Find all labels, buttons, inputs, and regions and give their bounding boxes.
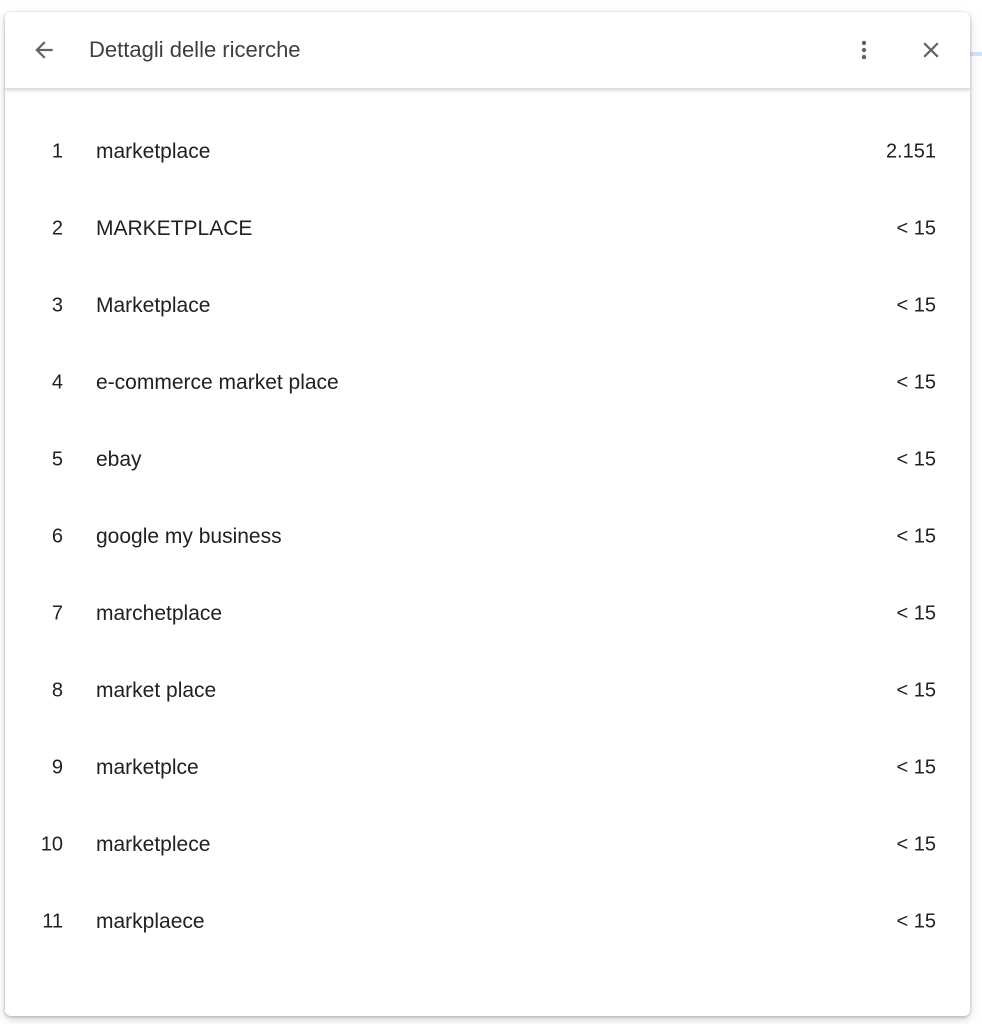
list-item: [5, 190, 970, 267]
rank-number: 6: [51, 525, 63, 547]
rank-number: 9: [51, 756, 63, 778]
dialog-header: [5, 12, 970, 89]
search-volume: < 15: [896, 833, 936, 855]
list-item: [5, 806, 970, 883]
rank-number: 3: [51, 294, 63, 316]
search-details-dialog: [5, 12, 970, 1016]
rank-number: 7: [51, 602, 63, 624]
search-term: Marketplace: [96, 293, 211, 317]
search-term: marketplace: [96, 139, 211, 163]
arrow-back-icon: [31, 37, 57, 63]
search-volume: < 15: [896, 217, 936, 239]
list-item: [5, 498, 970, 575]
search-volume: < 15: [896, 294, 936, 316]
search-term: marketplce: [96, 755, 199, 779]
back-button[interactable]: [22, 28, 66, 72]
dialog-title: Dettagli delle ricerche: [89, 37, 301, 62]
search-term: market place: [96, 678, 217, 702]
rank-number: 11: [42, 910, 63, 932]
search-term: marketplece: [96, 832, 211, 856]
close-button[interactable]: [909, 28, 953, 72]
search-term: e-commerce market place: [96, 370, 339, 394]
list-item: [5, 267, 970, 344]
list-item: [5, 421, 970, 498]
search-volume: < 15: [896, 525, 936, 547]
search-term: google my business: [96, 524, 282, 548]
search-term: MARKETPLACE: [96, 216, 253, 240]
rank-number: 1: [51, 140, 63, 162]
search-volume: < 15: [896, 756, 936, 778]
list-item: [5, 575, 970, 652]
list-item: [5, 344, 970, 421]
rank-number: 2: [51, 217, 63, 239]
rank-number: 4: [51, 371, 63, 393]
search-volume: 2.151: [885, 140, 936, 162]
rank-number: 5: [51, 448, 63, 470]
list-item: [5, 729, 970, 806]
close-icon: [918, 37, 944, 63]
search-volume: < 15: [896, 371, 936, 393]
search-volume: < 15: [896, 679, 936, 701]
list-item: [5, 652, 970, 729]
search-term: marchetplace: [96, 601, 223, 625]
more-options-button[interactable]: [842, 28, 886, 72]
search-term: ebay: [96, 447, 142, 471]
list-item: [5, 883, 970, 960]
background-accent-bar: [968, 52, 982, 56]
search-volume: < 15: [896, 448, 936, 470]
more-vert-icon: [851, 37, 877, 63]
search-volume: < 15: [896, 602, 936, 624]
list-item: [5, 113, 970, 190]
rank-number: 8: [51, 679, 63, 701]
search-volume: < 15: [896, 910, 936, 932]
search-term: markplaece: [96, 909, 205, 933]
rank-number: 10: [40, 833, 63, 855]
